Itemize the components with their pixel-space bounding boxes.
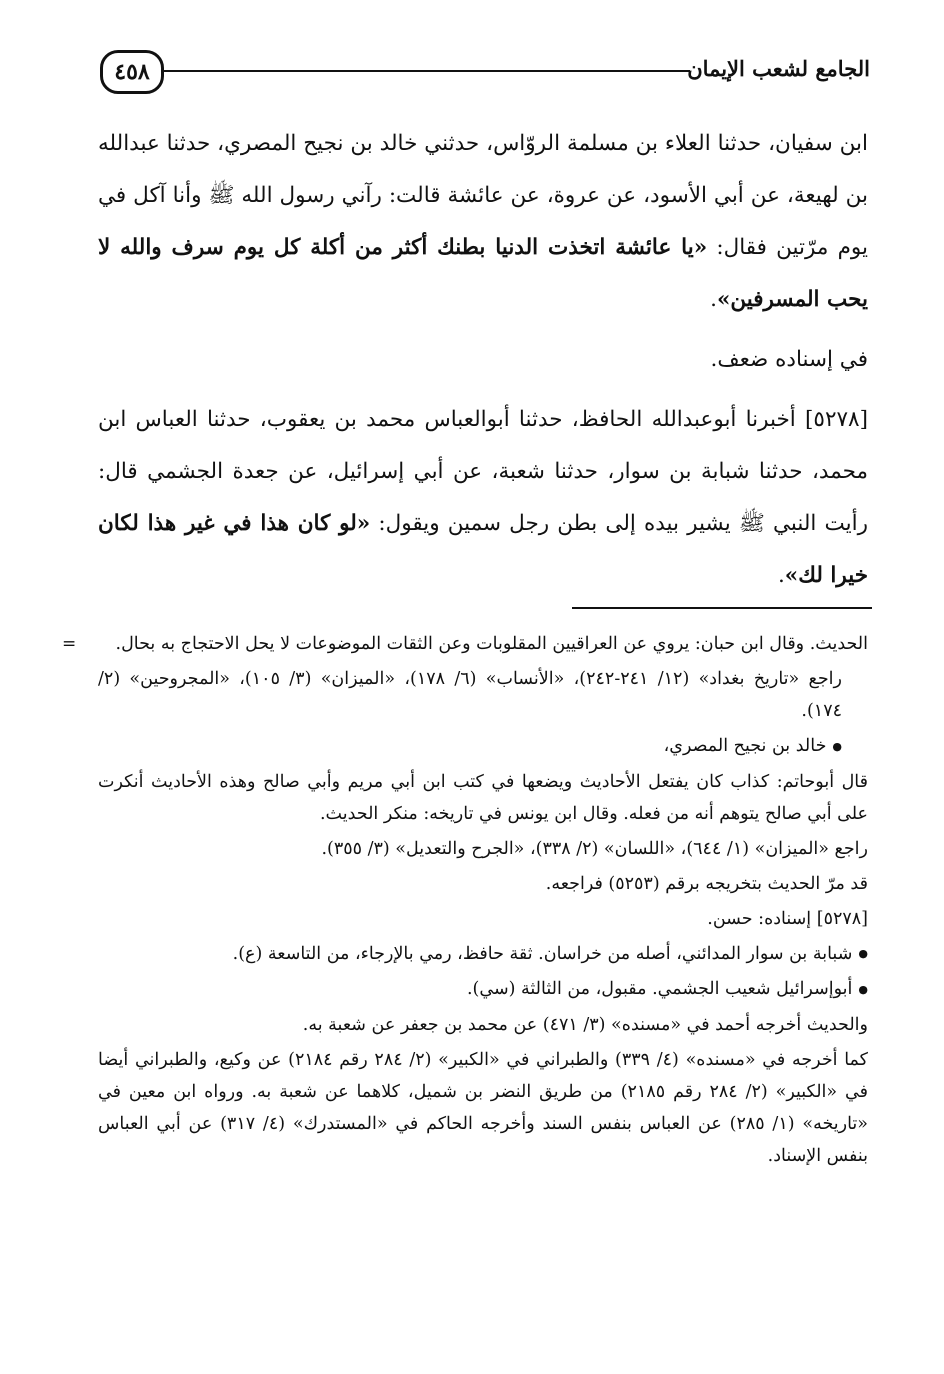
footnote-bullet: ● خالد بن نجيح المصري،: [98, 730, 868, 763]
hadith-1-quote: «يا عائشة اتخذت الدنيا بطنك أكثر من أكلة كل يوم سرف والله لا يحب المسرفين»: [98, 235, 868, 312]
footnote-line: قد مرّ الحديث بتخريجه برقم (٥٢٥٣) فراجعه.: [545, 873, 868, 894]
hadith-1-text: ابن سفيان، حدثنا العلاء بن مسلمة الروّاس، حدثني خالد بن نجيح المصري، حدثنا عبدالله بن لهيعة، عن أبي الأسود، عن عروة، عن عائشة قالت: رآني رسول الله ﷺ وأنا آكل في يوم مرّتين فقال:: [98, 131, 868, 260]
footnote-line: [٥٢٧٨] إسناده: حسن.: [707, 908, 868, 929]
footnote-bullet: ● شبابة بن سوار المدائني، أصله من خراسان. ثقة حافظ، رمي بالإرجاء، من التاسعة (ع).: [98, 938, 868, 971]
footnote-separator: [572, 607, 872, 609]
hadith-1-end: .: [710, 287, 717, 312]
footnote-line: كما أخرجه في «مسنده» (٤/ ٣٣٩) والطبراني في «الكبير» (٢/ ٢٨٤ رقم ٢١٨٤) عن وكيع، والطبراني أيضا في «الكبير» (٢/ ٢٨٤ رقم ٢١٨٥) من طريق النضر بن شميل، كلاهما عن شعبة به. ورواه ابن معين في «تاريخه» (١/ ٢٨٥) عن العباس بنفس السند وأخرجه الحاكم في «المستدرك» (٤/ ٣١٧) عن أبي العباس بنفس الإسناد.: [98, 1049, 868, 1166]
header-rule: [164, 70, 690, 72]
page-header: [100, 46, 870, 102]
footnote-line: راجع «الميزان» (١/ ٦٤٤)، «اللسان» (٢/ ٣٣٨)، «الجرح والتعديل» (٣/ ٣٥٥).: [321, 838, 868, 859]
hadith-2-end: .: [777, 563, 785, 588]
footnote-line: الحديث. وقال ابن حبان: يروي عن العراقيين المقلوبات وعن الثقات الموضوعات لا يحل الاحتجاج به بحال.: [115, 634, 868, 654]
footnote-continuation: [62, 628, 868, 660]
hadith-paragraph-2: [98, 394, 868, 602]
footnote-line: راجع «تاريخ بغداد» (١٢/ ٢٤١-٢٤٢)، «الأنساب» (٦/ ١٧٨)، «الميزان» (٣/ ١٠٥)، «المجروحين» (٢/ ١٧٤).: [98, 669, 842, 721]
main-text: [98, 118, 868, 610]
footnote-line: قال أبوحاتم: كذاب كان يفتعل الأحاديث ويضعها في كتب ابن أبي مريم وأبي صالح وهذه الأحاديث أنكرت على أبي صالح يتوهم أنه من فعله. وقال ابن يونس في تاريخه: منكر الحديث.: [98, 771, 868, 824]
book-title: الجامع لشعب الإيمان: [687, 56, 870, 81]
continuation-mark: =: [62, 634, 77, 654]
grading-line: في إسناده ضعف.: [710, 347, 868, 372]
footnote-line: والحديث أخرجه أحمد في «مسنده» (٣/ ٤٧١) عن محمد بن جعفر عن شعبة به.: [302, 1014, 868, 1035]
page-number: ٤٥٨: [100, 50, 164, 94]
footnotes: [62, 628, 868, 1175]
hadith-2-quote: «لو كان هذا في غير هذا لكان خيرا لك»: [98, 511, 868, 588]
footnote-bullet: ● أبوإسرائيل شعيب الجشمي. مقبول، من الثالثة (سي).: [98, 973, 868, 1006]
hadith-2-text: [٥٢٧٨] أخبرنا أبوعبدالله الحافظ، حدثنا أبوالعباس محمد بن يعقوب، حدثنا العباس ابن محمد، حدثنا شبابة بن سوار، حدثنا شعبة، عن أبي إسرائيل، عن جعدة الجشمي قال: رأيت النبي ﷺ يشير بيده إلى بطن رجل سمين ويقول:: [98, 407, 868, 536]
hadith-paragraph-1: [98, 118, 868, 326]
